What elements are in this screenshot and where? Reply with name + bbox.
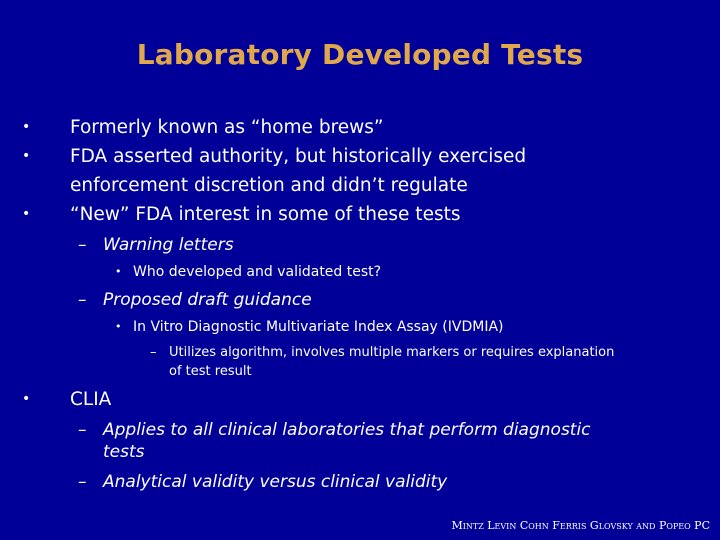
- level4-text-line: of test result: [169, 364, 252, 379]
- subsubbullet-text: Who developed and validated test?: [133, 264, 382, 280]
- bullet-text-block: [70, 142, 630, 200]
- level4-text-line: Utilizes algorithm, involves multiple markers or requires explanation: [169, 345, 615, 360]
- subbullet-analytical-validity: [78, 471, 663, 493]
- dash-marker: –: [78, 235, 87, 255]
- subbullet-warning-letters: [78, 234, 663, 256]
- subbullet-proposed-guidance: [78, 289, 663, 311]
- subbullet-text-line: tests: [103, 442, 145, 462]
- bullet-new-fda-interest: [22, 200, 630, 229]
- subsubbullet-text: In Vitro Diagnostic Multivariate Index Assay (IVDMIA): [133, 319, 504, 335]
- bullet-marker: •: [22, 148, 31, 164]
- subsubbullet-ivdmia: [115, 317, 504, 337]
- bullet-formerly-known: [22, 113, 630, 142]
- subbullet-text: Warning letters: [103, 235, 234, 255]
- level4-text-block: [169, 343, 689, 381]
- bullet-marker: •: [22, 119, 31, 135]
- bullet-text-line: enforcement discretion and didn’t regulate: [70, 175, 468, 196]
- bullet-text-line: FDA asserted authority, but historically exercised: [70, 146, 527, 167]
- subbullet-text: Analytical validity versus clinical validity: [103, 472, 448, 492]
- bullet-fda-asserted: [22, 142, 630, 200]
- bullet-marker: •: [115, 320, 122, 333]
- subbullet-text: Proposed draft guidance: [103, 290, 312, 310]
- level4-utilizes-algorithm: [150, 343, 689, 381]
- footer-firm-name: Mintz Levin Cohn Ferris Glovsky and Popeo PC: [451, 519, 710, 532]
- subbullet-applies-to-labs: [78, 419, 663, 463]
- bullet-marker: •: [22, 206, 31, 222]
- bullet-text: Formerly known as “home brews”: [70, 117, 384, 138]
- bullet-text: CLIA: [70, 389, 112, 410]
- subbullet-text-block: [103, 419, 663, 463]
- bullet-marker: •: [115, 265, 122, 278]
- slide-title: Laboratory Developed Tests: [136, 38, 584, 71]
- bullet-marker: •: [22, 391, 31, 407]
- bullet-text: “New” FDA interest in some of these tests: [70, 204, 461, 225]
- subbullet-text-line: Applies to all clinical laboratories that perform diagnostic: [103, 420, 591, 440]
- bullet-clia: [22, 385, 630, 414]
- subsubbullet-who-developed: [115, 262, 381, 282]
- dash-marker: –: [150, 345, 157, 360]
- dash-marker: –: [78, 420, 87, 440]
- dash-marker: –: [78, 472, 87, 492]
- dash-marker: –: [78, 290, 87, 310]
